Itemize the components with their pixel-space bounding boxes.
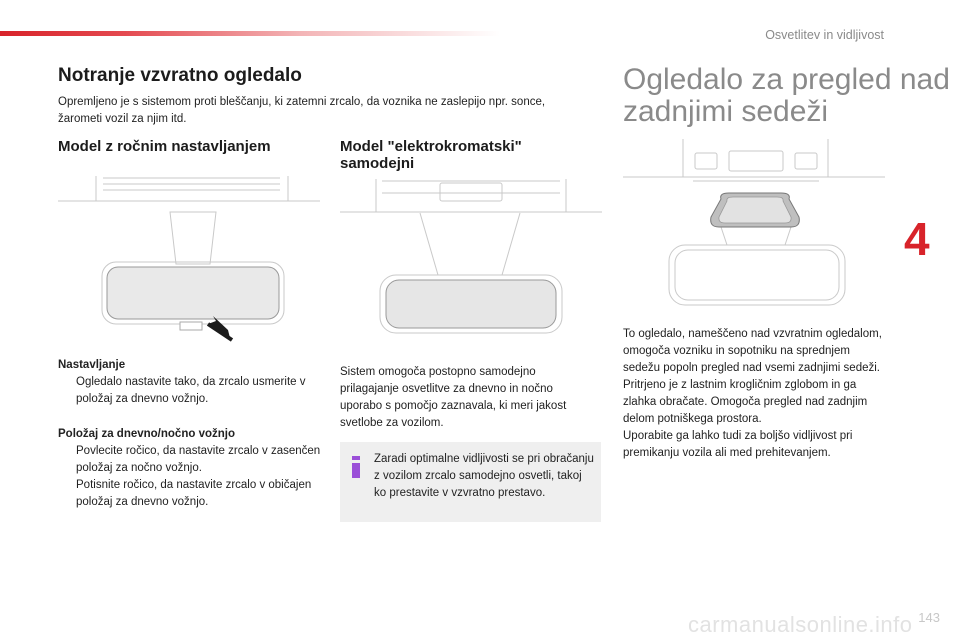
rear-seat-mirror-illustration bbox=[623, 137, 885, 317]
rear-seat-mirror-description bbox=[623, 326, 885, 462]
rear-seat-mirror-title: Ogledalo za pregled nad zadnjimi sedeži bbox=[623, 63, 950, 128]
rear-mirror-paragraph-1: To ogledalo, nameščeno nad vzvratnim ogledalom, omogoča vozniku in sopotniku na sprednjem sedežu popoln pregled nad vsemi zadnjimi sedeži. bbox=[623, 328, 882, 374]
adjust-bullet: Ogledalo nastavite tako, da zrcalo usmerite v položaj za dnevno vožnjo. bbox=[58, 374, 323, 408]
adjust-heading: Nastavljanje bbox=[58, 359, 126, 371]
electrochromic-model-title: Model "elektrokromatski" samodejni bbox=[340, 138, 522, 172]
chapter-title: Osvetlitev in vidljivost bbox=[765, 28, 884, 42]
info-box bbox=[340, 442, 601, 522]
watermark: carmanualsonline.info bbox=[688, 612, 913, 637]
electrochromic-description: Sistem omogoča postopno samodejno prilagajanje osvetlitve za dnevno in nočno uporabo s pomočjo zaznavala, ki meri jakost svetlobe za vozilom. bbox=[340, 366, 567, 429]
info-icon bbox=[352, 456, 360, 478]
rear-mirror-paragraph-2: Pritrjeno je z lastnim krogličnim zglobom in ga zlahka obračate. Omogoča pregled nad zadnjim delom potniškega prostora. bbox=[623, 379, 868, 425]
intro-paragraph: Opremljeno je s sistemom proti bleščanju, ki zatemni zrcalo, da voznika ne zaslepijo npr. sonce, žarometi vozil za njim itd. bbox=[58, 96, 546, 125]
manual-mirror-illustration bbox=[58, 172, 320, 347]
electrochromic-mirror-illustration bbox=[340, 175, 602, 350]
header-accent-bar bbox=[0, 31, 500, 36]
chapter-number: 4 bbox=[904, 213, 930, 265]
daynight-bullet-1: Povlecite ročico, da nastavite zrcalo v zasenčen položaj za nočno vožnjo. bbox=[58, 443, 323, 477]
daynight-bullet-2: Potisnite ročico, da nastavite zrcalo v običajen položaj za dnevno vožnjo. bbox=[58, 477, 323, 511]
manual-adjust-section bbox=[58, 357, 323, 408]
page-number: 143 bbox=[918, 610, 940, 625]
daynight-section bbox=[58, 426, 323, 511]
page-title: Notranje vzvratno ogledalo bbox=[58, 65, 302, 86]
manual-model-title: Model z ročnim nastavljanjem bbox=[58, 138, 271, 155]
daynight-heading: Položaj za dnevno/nočno vožnjo bbox=[58, 428, 235, 440]
info-text: Zaradi optimalne vidljivosti se pri obračanju z vozilom zrcalo samodejno osvetli, takoj ko prestavite v vzvratno prestavo. bbox=[374, 453, 594, 499]
bullet-icon bbox=[58, 477, 76, 511]
bullet-icon bbox=[58, 374, 76, 408]
bullet-icon bbox=[58, 443, 76, 477]
rear-mirror-paragraph-3: Uporabite ga lahko tudi za boljšo vidljivost pri premikanju vozila ali med prehitevanjem. bbox=[623, 430, 853, 459]
